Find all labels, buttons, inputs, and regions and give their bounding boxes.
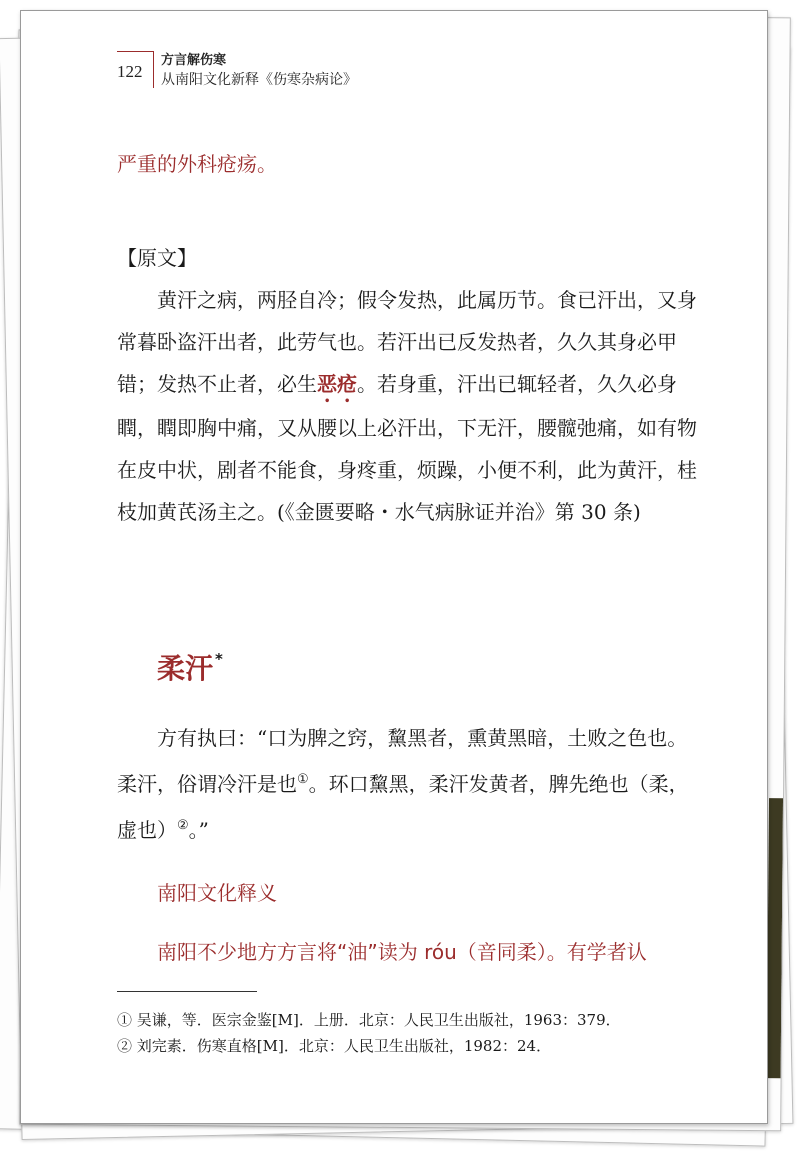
- footnotes: [117, 1007, 737, 1059]
- paragraph-text: 黄汗之病，两胫自冷；假令发热，此属历节。食已汗出，又身常暮卧盗汗出者，此劳气也。若汗出已反发热者，久久其身必甲错；发热不止者，必生: [117, 288, 697, 396]
- original-text-paragraph: [117, 279, 697, 533]
- book-title: 方言解伤寒: [161, 53, 227, 68]
- quote-text: 方有执曰：“口为脾之窍，黧黑者，熏黄黑暗，土败之色也。柔汗，俗谓冷汗是也: [117, 726, 688, 796]
- running-header: [117, 47, 477, 95]
- quote-text: 。”: [188, 818, 209, 842]
- intro-line: 严重的外科疮疡。: [117, 152, 277, 176]
- original-text-label: 【原文】: [117, 246, 197, 270]
- quote-block: [117, 717, 697, 851]
- book-subtitle: 从南阳文化新释《伤寒杂病论》: [161, 72, 357, 88]
- paragraph-text: 。若身重，汗出已辄轻者，久久必身瞤，瞤即胸中痛，又从腰以上必汗出，下无汗，腰髋弛痛，如有物在皮中状，剧者不能食，身疼重，烦躁，小便不利，此为黄汗，桂枝加黄芪汤主之。(《金匮要略・水气病脉证并治》第 30 条): [117, 372, 697, 524]
- book-page: [20, 10, 768, 1124]
- footnote-ref-2[interactable]: ②: [177, 818, 189, 833]
- commentary-text: 南阳不少地方方言将“油”读为 róu（音同柔）。有学者认: [157, 940, 647, 964]
- quote-paragraph: [117, 717, 697, 851]
- footnote-1: ① 吴谦，等．医宗金鉴[M]．上册．北京：人民卫生出版社，1963：379．: [117, 1011, 621, 1029]
- footnote-ref-1[interactable]: ①: [297, 772, 309, 787]
- emphasized-term: 恶疮: [317, 372, 357, 396]
- page-number: 122: [117, 51, 154, 88]
- section-title: [157, 647, 223, 687]
- section-title-text: 柔汗: [157, 652, 214, 685]
- quote-text: 。环口黧黑，柔汗发黄者，脾先绝也（柔，虚也）: [117, 772, 689, 842]
- commentary-heading: 南阳文化释义: [157, 881, 277, 905]
- asterisk-mark: *: [215, 650, 223, 668]
- cover-edge: [767, 798, 783, 1078]
- footnote-2: ② 刘完素．伤寒直格[M]．北京：人民卫生出版社，1982：24．: [117, 1037, 552, 1055]
- footnote-divider: [117, 991, 257, 992]
- original-text-block: [117, 237, 697, 533]
